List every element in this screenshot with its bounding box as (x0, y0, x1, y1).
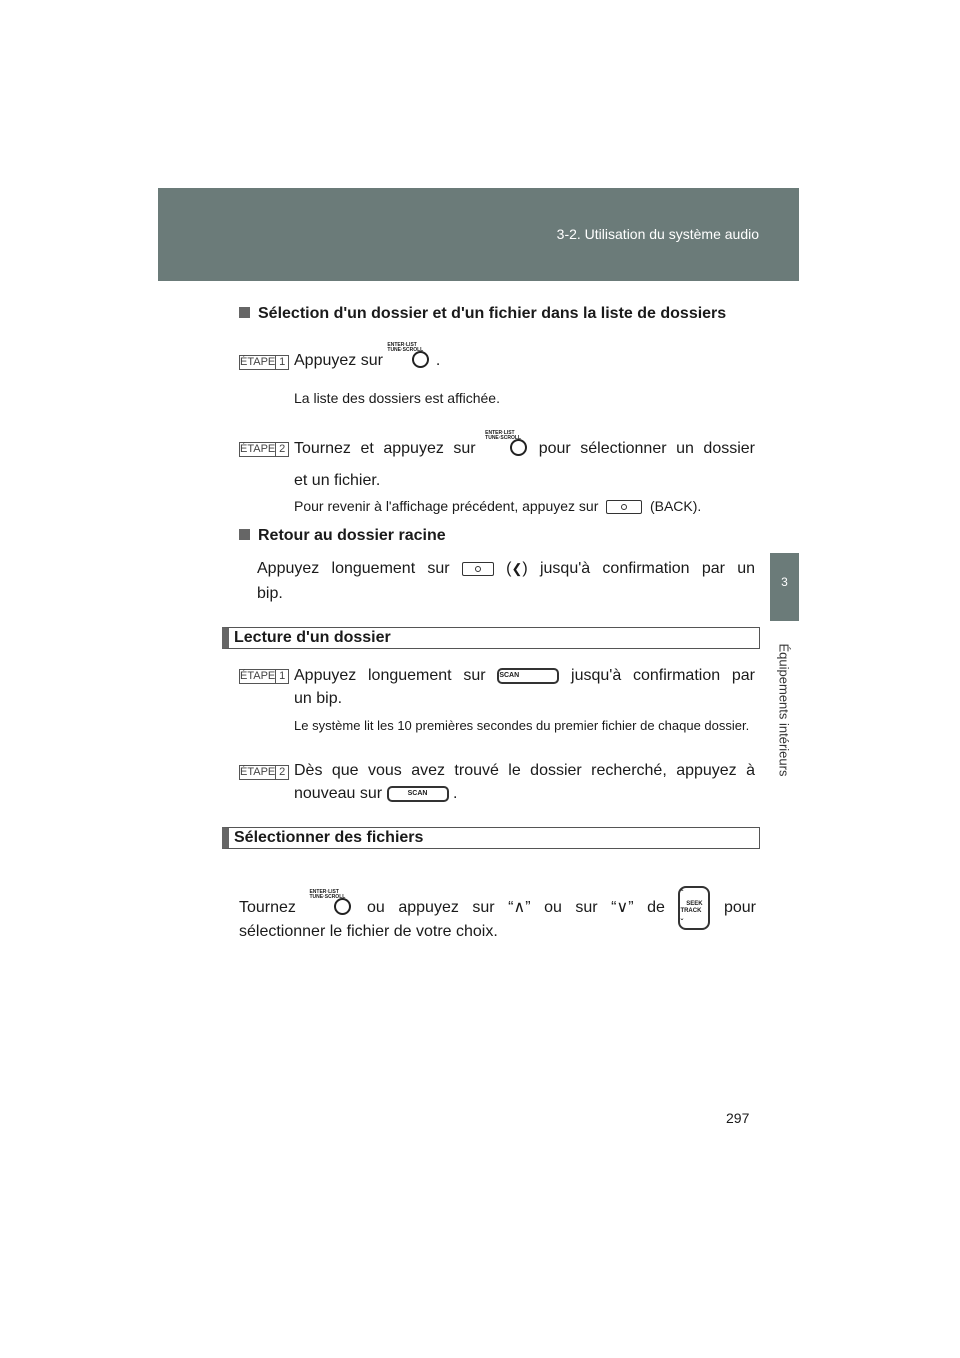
section-heading-root-folder: Retour au dossier racine (239, 527, 446, 545)
scan-button-icon: SCAN (387, 786, 449, 802)
step1-note: La liste des dossiers est affichée. (294, 390, 500, 406)
section-bar-folder-playback: Lecture d'un dossier (222, 627, 760, 649)
step1-instruction: Appuyez sur ENTER·LIST TUNE·SCROLL . (294, 349, 440, 373)
chapter-number: 3 (781, 575, 788, 589)
section-heading-folder-list: Sélection d'un dossier et d'un fichier dans la liste de dossiers (239, 305, 726, 323)
lecture-step1-line2: un bip. (294, 690, 343, 707)
step2-note: Pour revenir à l'affichage précédent, appuyez sur (BACK). (294, 498, 702, 514)
lecture-step2-instruction: Dès que vous avez trouvé le dossier recherché, appuyez à (294, 762, 755, 779)
scan-button-icon: SCAN (497, 668, 559, 684)
page-number: 297 (726, 1110, 750, 1126)
step-badge-1: ÉTAPE 1 (239, 355, 289, 370)
back-button-icon (462, 562, 494, 576)
root-folder-instruction: Appuyez longuement sur (❮) jusqu'à confirmation par un (257, 560, 756, 577)
section-bar-select-files: Sélectionner des fichiers (222, 827, 760, 849)
down-arrow-icon: ∨ (616, 899, 629, 917)
chapter-title: Équipements intérieurs (776, 643, 792, 777)
chapter-tab (770, 553, 799, 621)
lecture-step2-line2: nouveau sur SCAN . (294, 785, 458, 802)
step-badge-2: ÉTAPE 2 (239, 442, 289, 457)
chevron-left-icon: ❮ (511, 561, 523, 576)
seek-track-button-icon: ˆ SEEK TRACK ˇ (678, 886, 710, 930)
lecture-step1-instruction: Appuyez longuement sur SCAN jusqu'à confirmation par (294, 667, 755, 684)
lecture-step1-note: Le système lit les 10 premières secondes du premier fichier de chaque dossier. (294, 718, 750, 733)
section-title: 3-2. Utilisation du système audio (556, 226, 759, 242)
back-button-icon (606, 500, 642, 514)
page-header (158, 188, 799, 281)
step-badge-1: ÉTAPE 1 (239, 669, 289, 684)
root-folder-instruction-line2: bip. (257, 585, 283, 602)
up-arrow-icon: ∧ (513, 899, 526, 917)
tune-scroll-knob-icon: ENTER·LIST TUNE·SCROLL (485, 437, 529, 461)
square-bullet-icon (239, 529, 250, 540)
step2-instruction: Tournez et appuyez sur ENTER·LIST TUNE·SCROLL pour sélectionner un dossier (294, 437, 755, 461)
square-bullet-icon (239, 307, 250, 318)
select-files-instruction: Tournez ENTER·LIST TUNE·SCROLL ou appuyez sur “∧” ou sur “∨” de ˆ SEEK TRACK ˇ pour (239, 886, 756, 930)
tune-scroll-knob-icon: ENTER·LIST TUNE·SCROLL (309, 896, 353, 920)
step-badge-2: ÉTAPE 2 (239, 765, 289, 780)
select-files-instruction-line2: sélectionner le fichier de votre choix. (239, 923, 498, 940)
tune-scroll-knob-icon: ENTER·LIST TUNE·SCROLL (387, 349, 431, 373)
step2-instruction-line2: et un fichier. (294, 472, 381, 489)
